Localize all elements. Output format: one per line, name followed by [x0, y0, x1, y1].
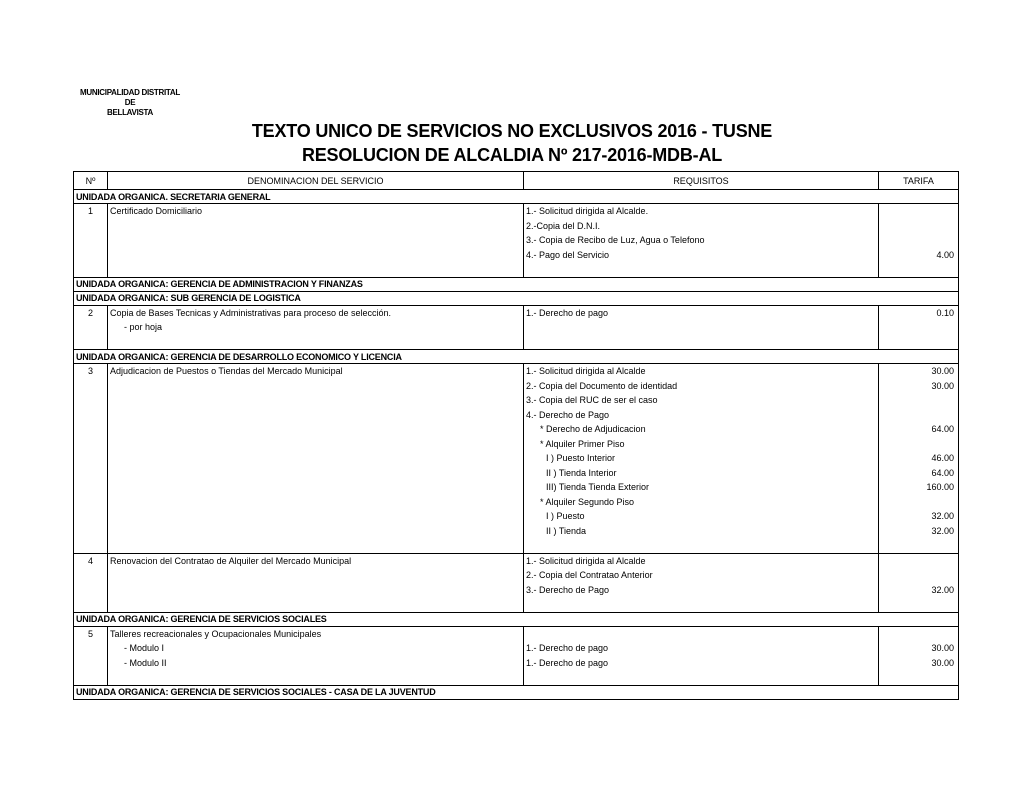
service-cell: [108, 204, 524, 278]
section-row: [74, 291, 959, 305]
section-row: [74, 685, 959, 699]
section-label: UNIDADA ORGANICA: GERENCIA DE DESARROLLO ECONOMICO Y LICENCIA: [74, 350, 959, 364]
fee-value: 46.00: [931, 453, 954, 463]
requirement: 1.- Derecho de pago: [526, 643, 609, 653]
fee-value: 30.00: [931, 643, 954, 653]
requirement-subitem: I ) Puesto: [546, 511, 585, 521]
col-header-num: Nº: [74, 172, 108, 190]
service-detail: - por hoja: [124, 322, 163, 332]
fee-cell: [879, 626, 959, 685]
service-detail: - Modulo II: [124, 657, 167, 668]
service-name: Adjudicacion de Puestos o Tiendas del Mercado Municipal: [110, 366, 343, 376]
municipality-name: MUNICIPALIDAD DISTRITAL: [80, 88, 180, 97]
requirement-item: * Derecho de Adjudicacion: [540, 424, 646, 434]
requirement: 1.- Derecho de pago: [526, 307, 609, 318]
document-subtitle: RESOLUCION DE ALCALDIA Nº 217-2016-MDB-AL: [301, 145, 723, 165]
fee-value: 64.00: [931, 467, 954, 478]
requirement-item: * Alquiler Segundo Piso: [540, 496, 635, 507]
table-row: [74, 626, 959, 685]
fee-cell: [879, 204, 959, 278]
requirement: 2.-Copia del D.N.I.: [526, 220, 601, 231]
section-row: [74, 190, 959, 204]
requirements-cell: [524, 305, 879, 350]
fee-value: 30.00: [931, 657, 954, 668]
table-row: [74, 364, 959, 554]
requirement: 4.- Pago del Servicio: [526, 249, 610, 260]
requirement: 2.- Copia del Documento de identidad: [526, 380, 678, 391]
requirement: 1.- Solicitud dirigida al Alcalde: [526, 366, 646, 376]
requirements-cell: [524, 364, 879, 554]
row-number: 1: [74, 204, 108, 278]
section-row: [74, 350, 959, 364]
fee-value: 30.00: [931, 366, 954, 376]
service-name: Renovacion del Contratao de Alquiler del Mercado Municipal: [110, 555, 352, 566]
row-number: 3: [74, 364, 108, 554]
requirement-subitem: I ) Puesto Interior: [546, 453, 616, 463]
requirement-subitem: III) Tienda Tienda Exterior: [546, 482, 650, 492]
service-cell: [108, 305, 524, 350]
col-header-fee: TARIFA: [879, 172, 959, 190]
requirements-cell: [524, 626, 879, 685]
requirement: 1.- Solicitud dirigida al Alcalde.: [526, 206, 649, 216]
services-table: [73, 171, 959, 700]
document-title: TEXTO UNICO DE SERVICIOS NO EXCLUSIVOS 2016 - TUSNE: [251, 121, 773, 141]
row-number: 5: [74, 626, 108, 685]
requirement: 3.- Copia de Recibo de Luz, Agua o Telefono: [526, 235, 705, 245]
service-name: Certificado Domiciliario: [110, 206, 203, 216]
section-label: UNIDADA ORGANICA: GERENCIA DE SERVICIOS SOCIALES: [74, 612, 959, 626]
col-header-service: DENOMINACION DEL SERVICIO: [108, 172, 524, 190]
fee-value: 30.00: [931, 380, 954, 391]
municipality-header: [70, 88, 190, 118]
fee-value: 32.00: [931, 511, 954, 521]
section-row: [74, 612, 959, 626]
fee-value: 160.00: [926, 482, 954, 492]
requirements-cell: [524, 553, 879, 612]
fee-value: 32.00: [931, 584, 954, 595]
fee-cell: [879, 364, 959, 554]
requirements-cell: [524, 204, 879, 278]
col-header-requirements: REQUISITOS: [524, 172, 879, 190]
service-cell: [108, 364, 524, 554]
requirement: 1.- Derecho de pago: [526, 657, 609, 668]
requirement: 1.- Solicitud dirigida al Alcalde: [526, 555, 646, 566]
section-label: UNIDADA ORGANICA: GERENCIA DE SERVICIOS SOCIALES - CASA DE LA JUVENTUD: [74, 685, 959, 699]
fee-value: 32.00: [931, 525, 954, 536]
municipality-de: DE: [124, 98, 136, 107]
fee-cell: [879, 305, 959, 350]
requirement: 3.- Derecho de Pago: [526, 584, 610, 595]
table-row: [74, 305, 959, 350]
section-row: [74, 277, 959, 291]
row-number: 2: [74, 305, 108, 350]
service-name: Talleres recreacionales y Ocupacionales Municipales: [110, 628, 322, 639]
service-cell: [108, 553, 524, 612]
fee-value: 4.00: [936, 249, 954, 260]
table-row: [74, 204, 959, 278]
service-name: Copia de Bases Tecnicas y Administrativas para proceso de selección.: [110, 307, 391, 318]
requirement-item: * Alquiler Primer Piso: [540, 438, 625, 449]
municipality-place: BELLAVISTA: [106, 108, 154, 117]
requirement-subitem: II ) Tienda Interior: [546, 467, 617, 478]
fee-cell: [879, 553, 959, 612]
row-number: 4: [74, 553, 108, 612]
table-row: [74, 553, 959, 612]
section-label: UNIDADA ORGANICA: SUB GERENCIA DE LOGISTICA: [74, 291, 959, 305]
requirement-subitem: II ) Tienda: [546, 525, 587, 536]
requirement: 3.- Copia del RUC de ser el caso: [526, 395, 658, 405]
service-detail: - Modulo I: [124, 643, 165, 653]
requirement: 4.- Derecho de Pago: [526, 409, 610, 420]
fee-value: 64.00: [931, 424, 954, 434]
service-cell: [108, 626, 524, 685]
requirement: 2.- Copia del Contratao Anterior: [526, 570, 653, 580]
fee-value: 0.10: [936, 307, 954, 318]
table-header-row: [74, 172, 959, 190]
section-label: UNIDADA ORGANICA: GERENCIA DE ADMINISTRACION Y FINANZAS: [74, 277, 959, 291]
section-label: UNIDADA ORGANICA. SECRETARIA GENERAL: [74, 190, 959, 204]
